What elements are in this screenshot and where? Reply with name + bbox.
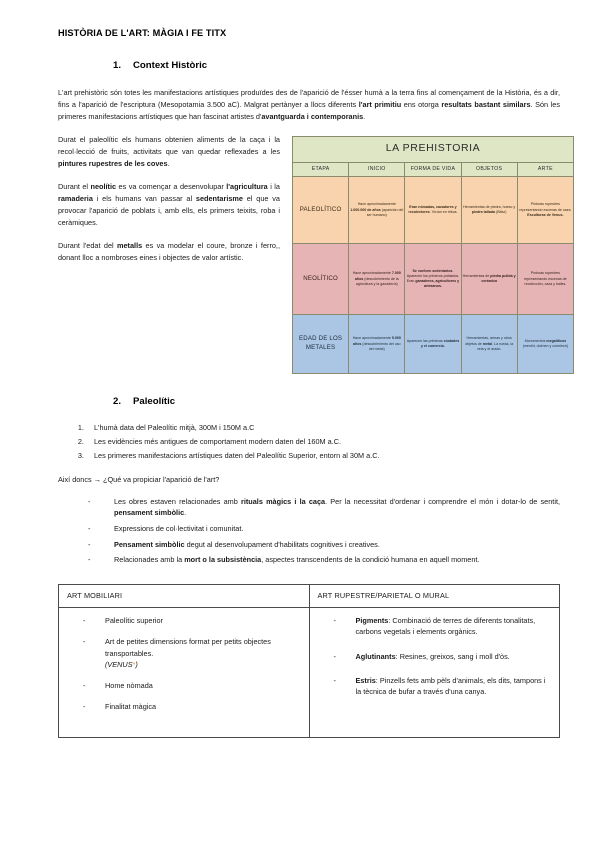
prehistoria-title-row — [293, 137, 574, 162]
cell-inicio-metales: Hace aproximadamente 5.000 años (descubrimiento del uso del metal) — [349, 315, 405, 374]
cell-arte-metales: Monumentos megalíticos (menhir, dolmen y crómlech) — [517, 315, 573, 374]
section-2-heading — [58, 396, 560, 407]
table-row-edad-metales — [293, 315, 574, 374]
section-1-heading — [58, 60, 560, 71]
paleo-text-1: Durat el paleolític els humans obtenien aliments de la caça i la recol·lecció de fruits, activitats que van quedar reflexades a les — [58, 135, 280, 157]
cell-etapa-metales: EDAD DE LOS METALES — [293, 315, 349, 374]
neo-text-1: Durant el — [58, 182, 91, 192]
left-text-column — [58, 134, 280, 275]
neo-bold-3: ramaderia — [58, 194, 93, 204]
cell-vida-metales: Aparecen las primeras ciudades y el comercio. — [405, 315, 461, 374]
intro-text-4: . — [363, 111, 366, 121]
art-mobiliari-cell — [59, 608, 310, 738]
cell-objetos-paleolitico: Herramientas de piedra, hueso y piedra tallada (Bifaz) — [461, 177, 517, 244]
cell-objetos-metales: Herramientas, armas y otros objetos de metal. La rueda, la vela y el arado. — [461, 315, 517, 374]
intro-text-2: ens otorga — [401, 99, 442, 109]
art-types-table — [58, 584, 560, 738]
neo-text-3: i la — [267, 182, 280, 192]
art-rupestre-header: ART RUPESTRE/PARIETAL O MURAL — [309, 585, 560, 608]
table-row-neolitico — [293, 244, 574, 315]
art-mobiliari-list — [67, 615, 301, 713]
met-bold-1: metalls — [117, 241, 143, 251]
list-item: - Paleolític superior — [83, 615, 301, 626]
list-item: - Finalitat màgica — [83, 701, 301, 712]
neo-text-4: i els humans van passar al — [92, 194, 196, 204]
intro-text-1: L'art prehistòric són totes les manifestacions artístiques produïdes des de l'aparició de l'ésser humà a la terra fins al començament de la Història, és a dir, fins a l'aparició de l'escriptura (Mesopotamia 3.500 aC). Malgrat pertànyer a llocs diferents — [58, 88, 560, 109]
list-item: - Estris: Pinzells fets amb pèls d'animals, els dits, tampons i la tècnica de bufar a través d'una canya. — [334, 675, 552, 698]
paragraph-neolitic — [58, 181, 280, 229]
cell-etapa-neolitico: NEOLÍTICO — [293, 244, 349, 315]
prehistoria-header-row — [293, 162, 574, 177]
header-objetos: OBJETOS — [461, 162, 517, 177]
section-2-number: 2. — [113, 396, 122, 408]
list-item: - Les obres estaven relacionades amb rituals màgics i la caça. Per la necessitat d'ordenar i comprendre el món i dotar-lo de sentit, pensament simbòlic. — [88, 496, 560, 519]
neo-bold-2: l'agricultura — [226, 182, 268, 192]
intro-bold-3: avantguarda i contemporanis — [261, 111, 364, 121]
page-title: HISTÒRIA DE L'ART: MÀGIA I FE TITX — [58, 28, 227, 38]
question-line: Així doncs → ¿Qué va propiciar l'aparició de l'art? — [58, 474, 220, 484]
neo-text-5: el que va provocar l'aparició de poblats i, amb ells, els primers teixits, roba i ceràmiques. — [58, 194, 280, 228]
cell-vida-paleolitico: Eran nómadas, cazadores y recolectores. Vivían en tribus. — [405, 177, 461, 244]
intro-text-3: . Són les primeres manifestacions artístiques que han fascinat artistes d' — [58, 99, 560, 121]
art-mobiliari-header: ART MOBILIARI — [59, 585, 310, 608]
art-rupestre-cell — [309, 608, 560, 738]
list-item: 3. Les primeres manifestacions artístiques daten del Paleolític Superior, entorn al 30M a.C. — [86, 451, 560, 460]
prehistoria-title: LA PREHISTORIA — [293, 137, 574, 162]
art-rupestre-list — [318, 615, 552, 697]
intro-paragraph — [58, 87, 560, 122]
prehistoria-table — [292, 136, 574, 374]
header-inicio: INICIO — [349, 162, 405, 177]
paleo-text-2: . — [167, 159, 170, 169]
section-1-number: 1. — [113, 60, 122, 71]
list-item: 1. L'humà data del Paleolític mitjà, 300M i 150M a.C — [86, 423, 560, 432]
met-text-2: es va modelar el coure, bronze i ferro,, donant lloc a nombroses eines i objectes de valor artístic. — [58, 241, 280, 263]
cell-vida-neolitico: Se vuelven sedentarios. Aparecen los primeros poblados. Eran ganaderos, agricultores y artesanos. — [405, 244, 461, 315]
text-table-split — [58, 134, 572, 374]
right-table-column — [292, 134, 574, 374]
paleo-bold: pintures rupestres de les coves — [58, 159, 168, 169]
list-item: 2. Les evidències més antigues de comportament modern daten del 160M a.C. — [86, 437, 560, 446]
list-item: - Pigments: Combinació de terres de diferents tonalitats, carbons vegetals i elements orgànics. — [334, 615, 552, 638]
table-row-paleolitico — [293, 177, 574, 244]
cell-inicio-neolitico: Hace aproximadamente 7.000 años (descubrimiento de la agricultura y la ganadería) — [349, 244, 405, 315]
header-forma-de-vida: FORMA DE VIDA — [405, 162, 461, 177]
header-arte: ARTE — [517, 162, 573, 177]
list-item: - Art de petites dimensions format per petits objectes transportables. (VENUS*) — [83, 636, 301, 670]
cell-objetos-neolitico: Herramientas de piedra pulida y cerámica — [461, 244, 517, 315]
list-item: - Relacionades amb la mort o la subsistència, aspectes transcendents de la condició humana en aquell moment. — [88, 554, 560, 566]
neo-bold-4: sedentarisme — [195, 194, 243, 204]
met-text-1: Durant l'edat del — [58, 241, 118, 251]
venus-asterisk: * — [132, 659, 136, 669]
paragraph-metalls — [58, 240, 280, 264]
neo-bold-1: neolític — [90, 182, 117, 192]
cell-arte-neolitico: Pinturas rupestres representando escenas de recolección, caza y bailes. — [517, 244, 573, 315]
header-etapa: ETAPA — [293, 162, 349, 177]
section-2-label: Paleolític — [133, 396, 176, 408]
paragraph-paleolitic — [58, 134, 280, 170]
list-item: - Expressions de col·lectivitat i comunitat. — [88, 523, 560, 535]
list-item: - Pensament simbòlic degut al desenvolupament d'habilitats cognitives i creatives. — [88, 539, 560, 551]
cell-etapa-paleolitico: PALEOLÍTICO — [293, 177, 349, 244]
art-table-header-row — [59, 585, 560, 608]
art-origin-bullets — [58, 496, 560, 566]
intro-bold-1: l'art primitiu — [358, 99, 402, 109]
neo-text-2: es va començar a desenvolupar — [116, 182, 227, 192]
cell-inicio-paleolitico: Hace aproximadamente 1.000.000 de años (aparición del ser humano) — [349, 177, 405, 244]
intro-bold-2: resultats bastant similars — [441, 99, 531, 109]
cell-arte-paleolitico: Pinturas rupestres representando escenas de caza. Esculturas de Venus. — [517, 177, 573, 244]
paleolitic-numbered-list — [58, 423, 560, 460]
list-item: - Home nòmada — [83, 680, 301, 691]
section-1-label: Context Històric — [133, 60, 208, 71]
list-item: - Aglutinants: Resines, greixos, sang i moll d'òs. — [334, 651, 552, 662]
art-table-body-row — [59, 608, 560, 738]
